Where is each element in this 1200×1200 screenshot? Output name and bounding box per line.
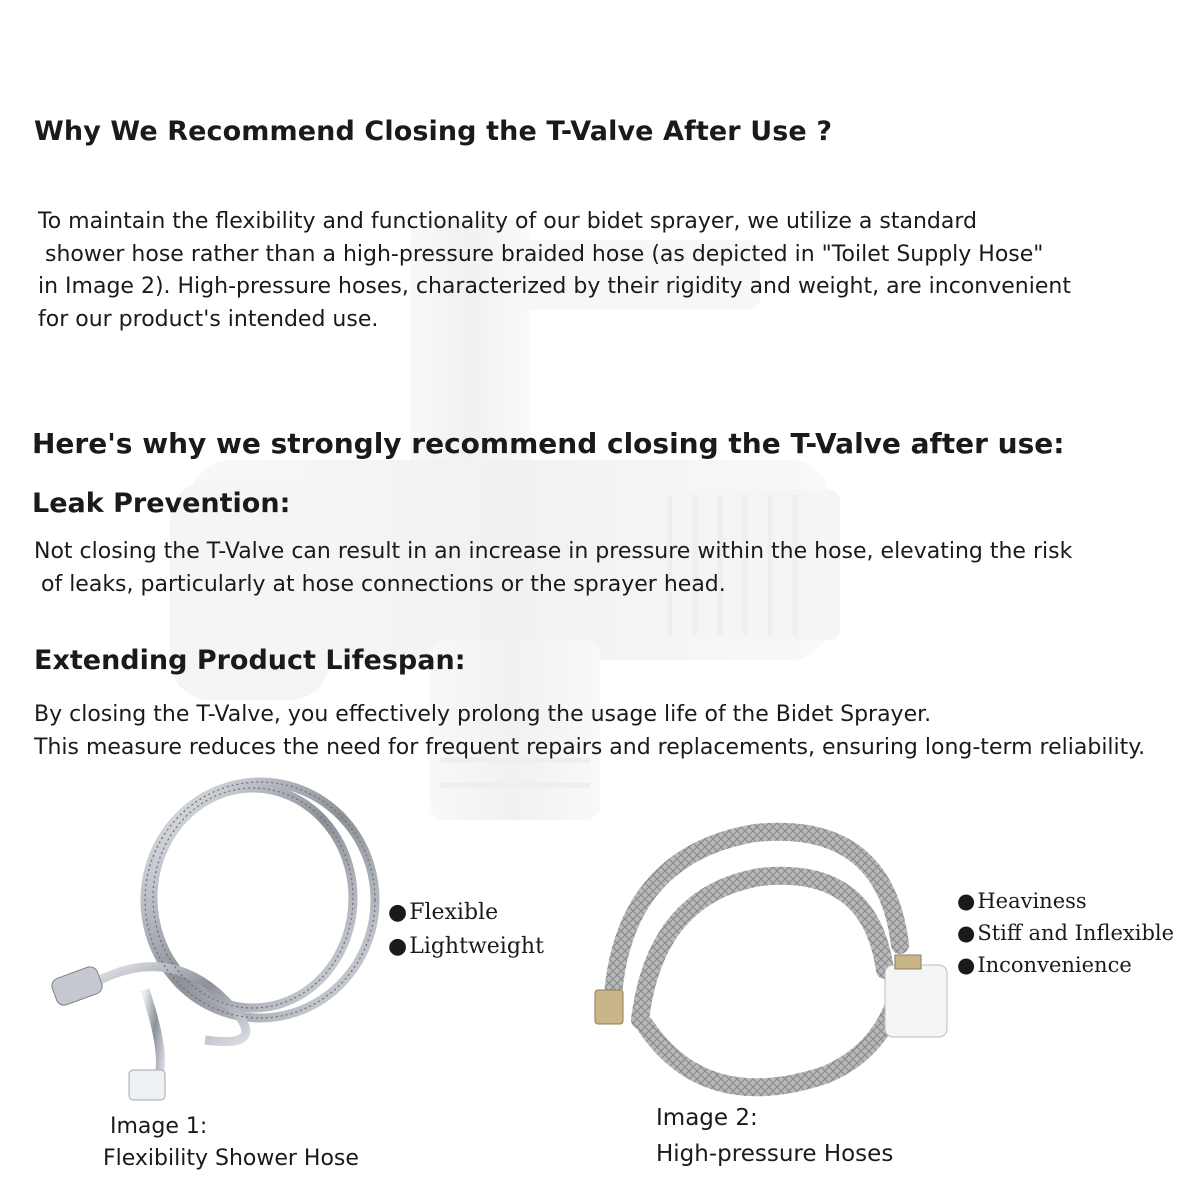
- feature-heaviness: ● Heaviness: [957, 885, 1174, 917]
- image2-caption: [656, 1100, 893, 1172]
- leak-line: of leaks, particularly at hose connections or the sprayer head.: [34, 571, 726, 597]
- lifespan-line: By closing the T-Valve, you effectively prolong the usage life of the Bidet Sprayer.: [34, 702, 932, 727]
- leak-prevention-text: [34, 536, 1072, 601]
- intro-paragraph: [38, 206, 1071, 336]
- image1-caption-title: Flexibility Shower Hose: [103, 1146, 359, 1171]
- lifespan-text: [34, 699, 1145, 764]
- feature-inconvenience: ● Inconvenience: [957, 949, 1174, 981]
- image2-caption-label: Image 2:: [656, 1105, 758, 1131]
- page-title: Why We Recommend Closing the T-Valve After Use ?: [34, 116, 833, 147]
- intro-line: To maintain the flexibility and functionality of our bidet sprayer, we utilize a standard: [38, 209, 977, 234]
- recommendation-heading: Here's why we strongly recommend closing the T-Valve after use:: [32, 427, 1065, 460]
- feature-lightweight: ● Lightweight: [388, 930, 544, 964]
- lifespan-heading: Extending Product Lifespan:: [34, 645, 466, 676]
- feature-stiff-inflexible: ● Stiff and Inflexible: [957, 917, 1174, 949]
- leak-line: Not closing the T-Valve can result in an increase in pressure within the hose, elevating the risk: [34, 539, 1073, 564]
- shower-hose-image: [45, 760, 390, 1105]
- intro-line: for our product's intended use.: [38, 306, 379, 332]
- braided-hose-image: [585, 815, 965, 1115]
- image1-caption: [103, 1111, 359, 1175]
- leak-prevention-heading: Leak Prevention:: [32, 488, 291, 519]
- intro-line: in Image 2). High-pressure hoses, characterized by their rigidity and weight, are inconvenient: [38, 274, 1071, 299]
- image1-feature-list: [388, 896, 544, 964]
- feature-flexible: ● Flexible: [388, 896, 544, 930]
- intro-line: shower hose rather than a high-pressure braided hose (as depicted in "Toilet Supply Hose": [38, 241, 1044, 267]
- image2-caption-title: High-pressure Hoses: [656, 1141, 894, 1167]
- lifespan-line: This measure reduces the need for frequent repairs and replacements, ensuring long-term reliability.: [34, 734, 1146, 760]
- image2-feature-list: [957, 885, 1174, 981]
- image1-caption-label: Image 1:: [110, 1114, 208, 1139]
